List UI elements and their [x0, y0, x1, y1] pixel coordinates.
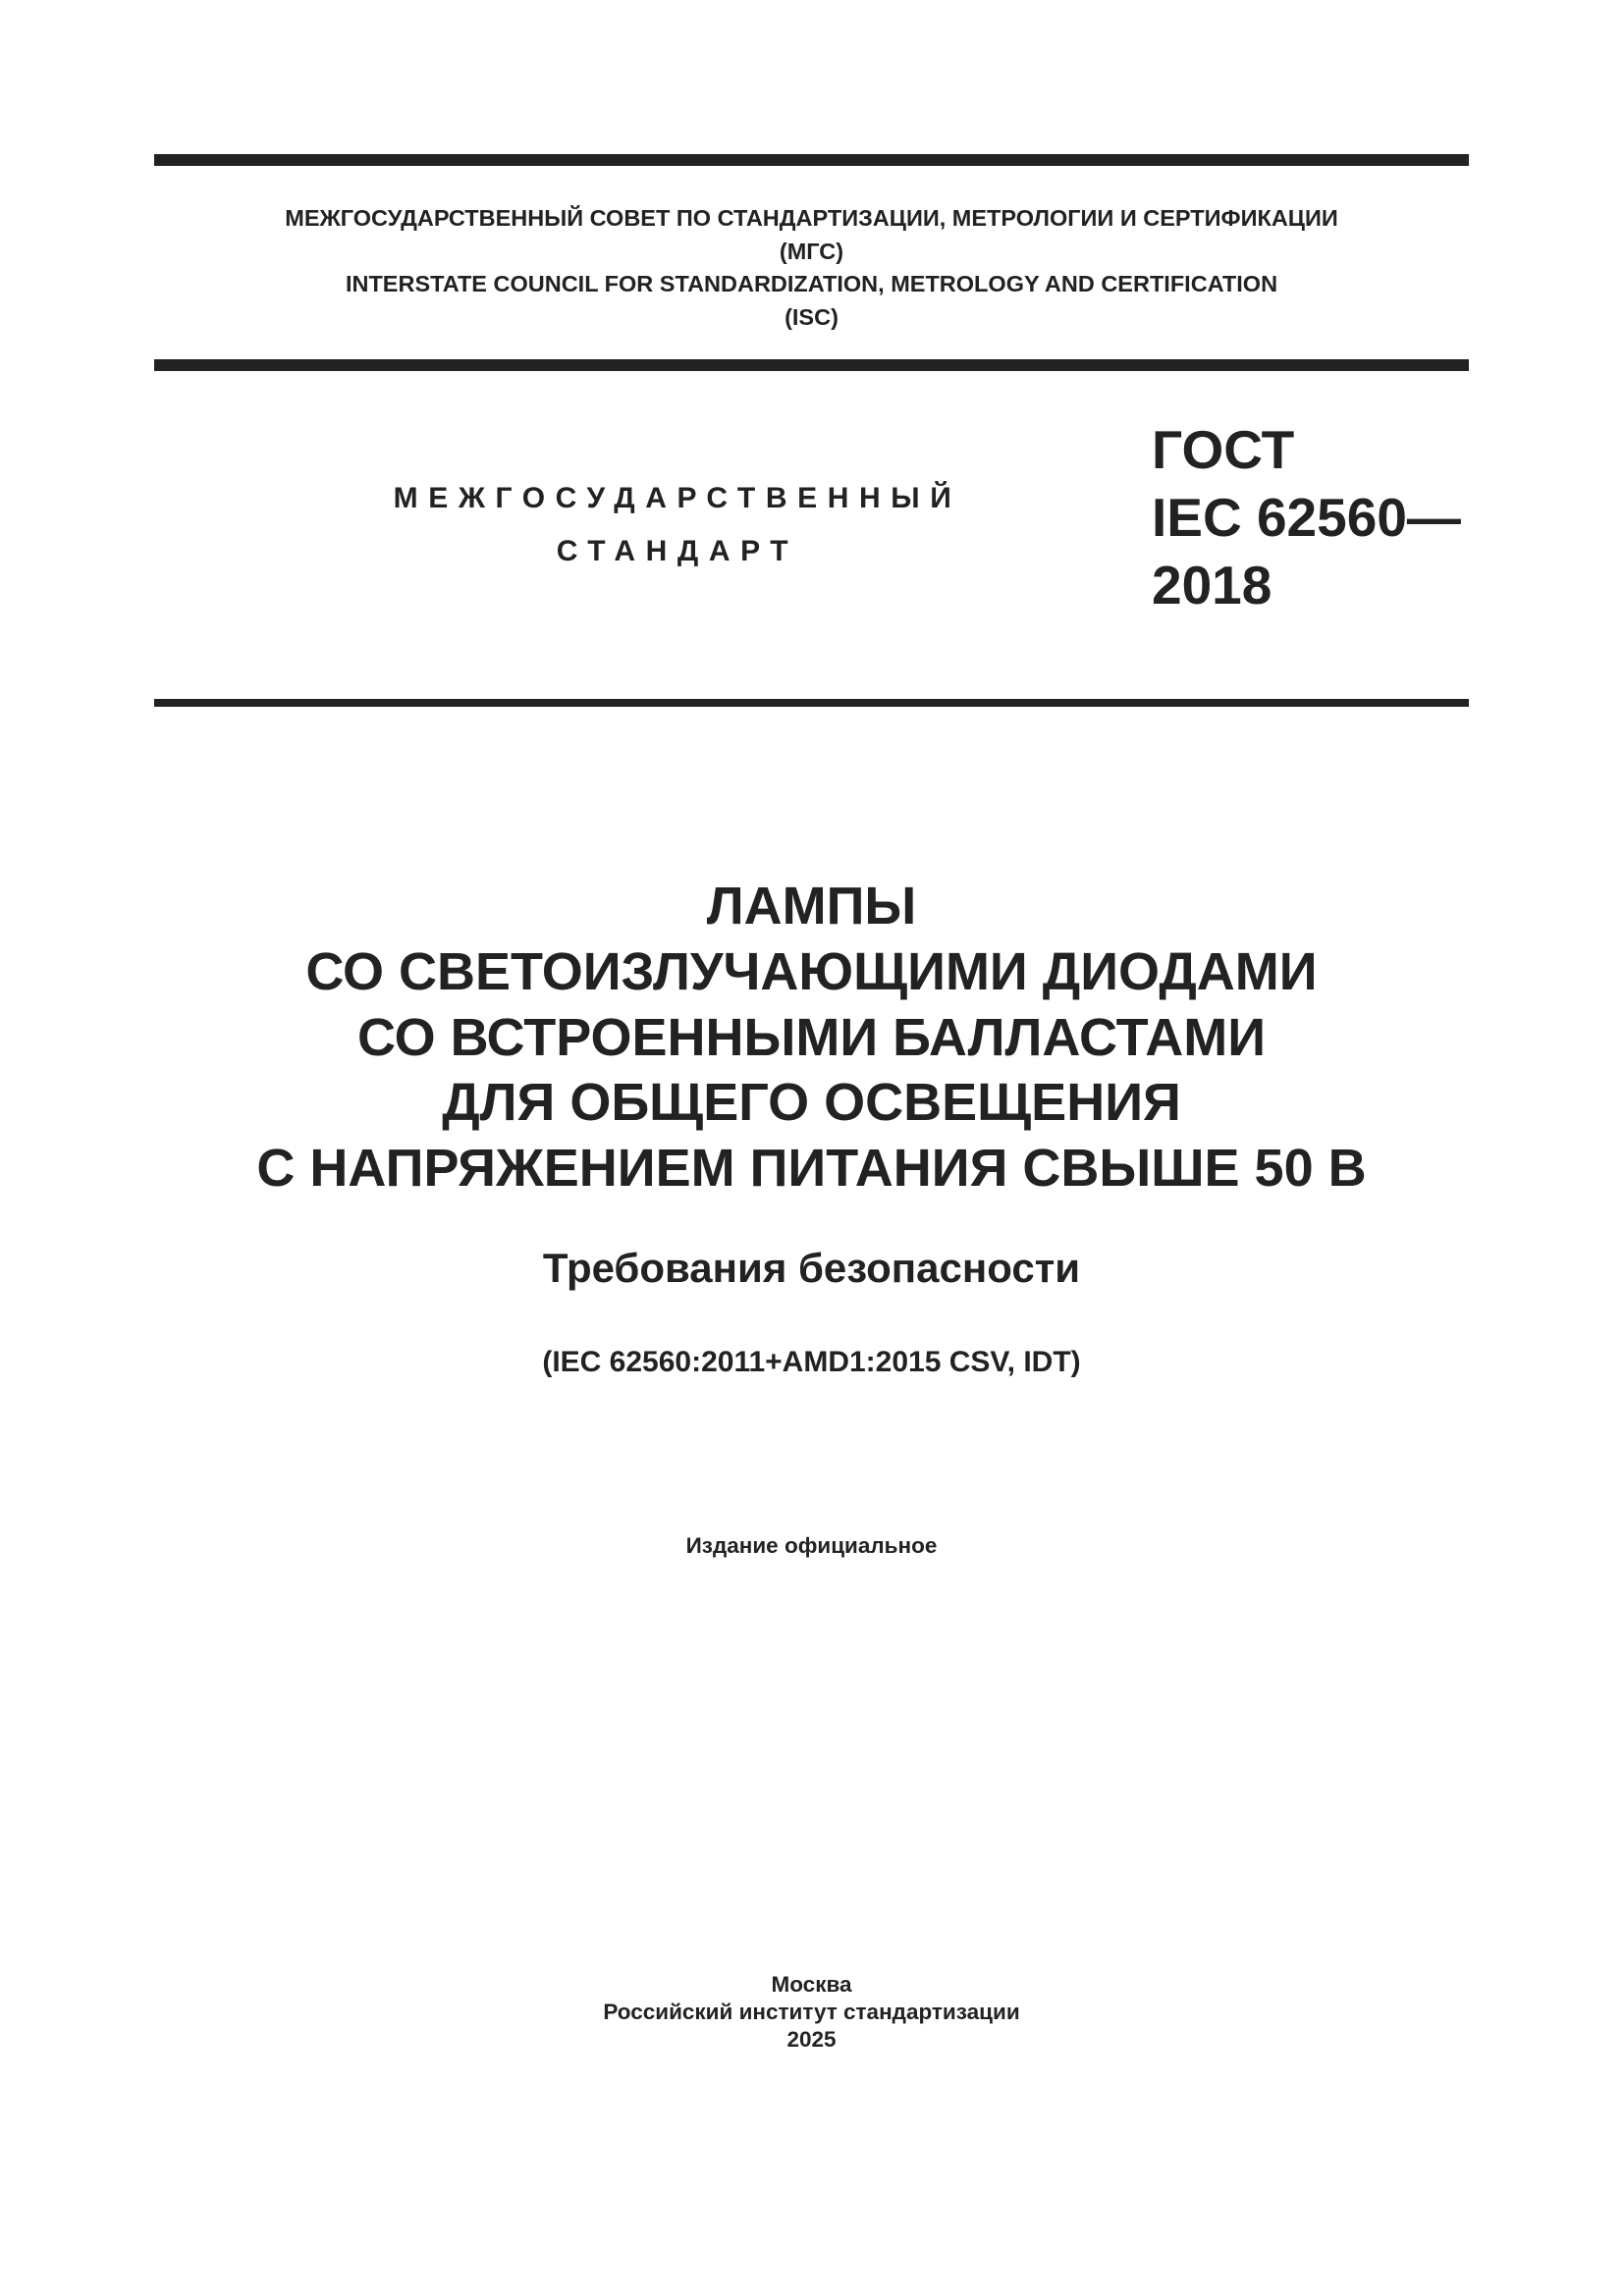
- designation-line-2: IEC 62560—: [1152, 487, 1461, 548]
- publisher-city: Москва: [771, 1972, 852, 1997]
- publisher-organization: Российский институт стандартизации: [603, 2000, 1020, 2024]
- council-name-en: INTERSTATE COUNCIL FOR STANDARDIZATION, METROLOGY AND CERTIFICATION: [345, 271, 1278, 296]
- title-line-1: ЛАМПЫ: [706, 877, 917, 935]
- standard-type-line-2: СТАНДАРТ: [556, 535, 799, 567]
- council-abbr-en: (ISC): [785, 303, 839, 330]
- standard-type-label: [363, 472, 992, 578]
- edition-note: Издание официальное: [685, 1533, 938, 1558]
- standard-designation: [1152, 416, 1461, 619]
- document-title: [154, 874, 1469, 1201]
- publisher-block: [154, 1971, 1469, 2054]
- title-line-3: СО ВСТРОЕННЫМИ БАЛЛАСТАМИ: [356, 1007, 1267, 1067]
- council-header: [154, 202, 1469, 334]
- iec-reference: (IEC 62560:2011+AMD1:2015 CSV, IDT): [542, 1346, 1081, 1378]
- designation-line-3: 2018: [1152, 555, 1272, 615]
- title-line-5: С НАПРЯЖЕНИЕМ ПИТАНИЯ СВЫШЕ 50 В: [256, 1139, 1367, 1199]
- publication-year: 2025: [786, 2027, 837, 2052]
- title-line-4: ДЛЯ ОБЩЕГО ОСВЕЩЕНИЯ: [442, 1073, 1181, 1133]
- designation-bottom-rule: [154, 699, 1469, 707]
- standard-type-line-1: МЕЖГОСУДАРСТВЕННЫЙ: [393, 482, 962, 514]
- designation-line-1: ГОСТ: [1152, 419, 1295, 480]
- header-bottom-rule: [154, 359, 1469, 371]
- document-subtitle: Требования безопасности: [542, 1245, 1081, 1291]
- council-name-ru: МЕЖГОСУДАРСТВЕННЫЙ СОВЕТ ПО СТАНДАРТИЗАЦИИ, МЕТРОЛОГИИ И СЕРТИФИКАЦИИ: [285, 205, 1338, 231]
- top-rule: [154, 154, 1469, 166]
- council-abbr-ru: (МГС): [779, 238, 844, 264]
- title-line-2: СО СВЕТОИЗЛУЧАЮЩИМИ ДИОДАМИ: [305, 941, 1318, 1001]
